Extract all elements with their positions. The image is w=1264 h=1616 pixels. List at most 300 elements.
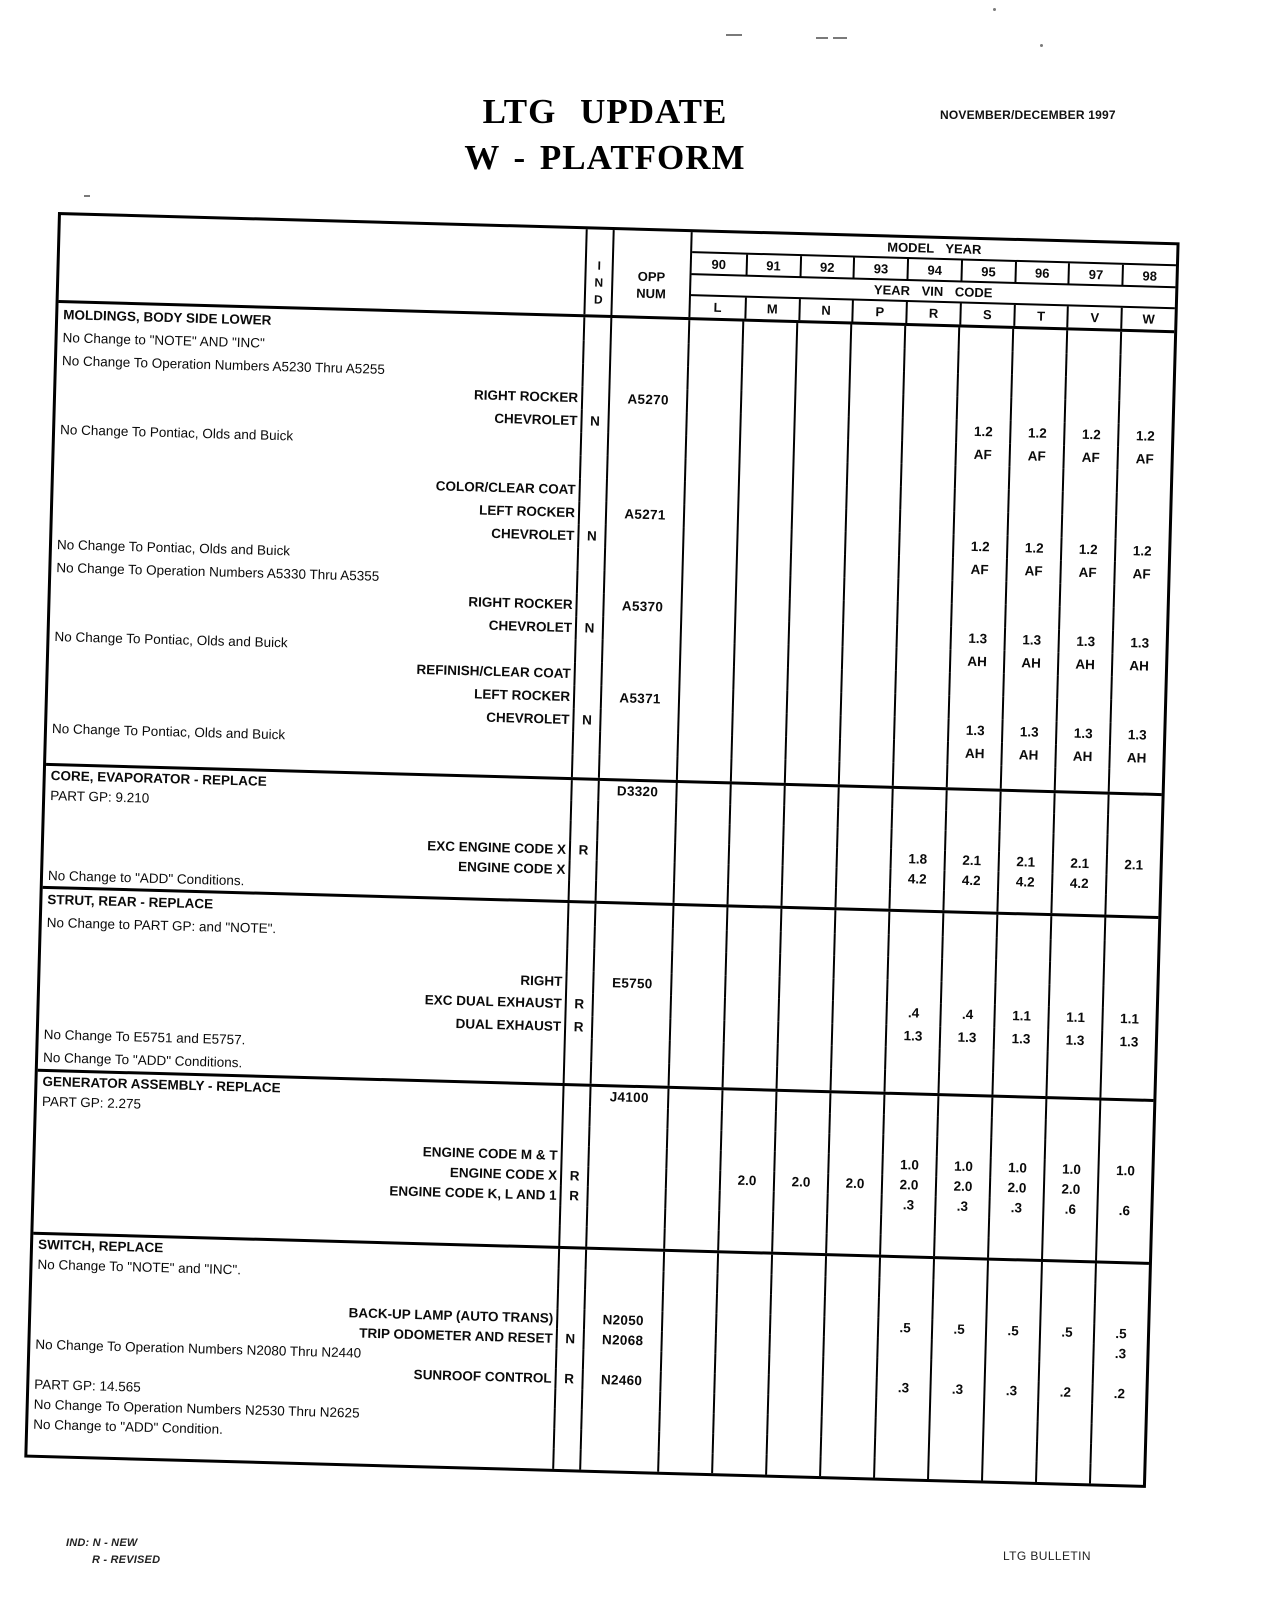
value-cell: 2.1 (998, 852, 1053, 873)
value-cell: AH (1054, 744, 1109, 768)
value-cell (899, 487, 954, 511)
opp-num-cell: D3320 (597, 781, 676, 803)
value-cell (680, 619, 735, 643)
value-cell (882, 1135, 937, 1156)
opp-num-cell (599, 709, 678, 734)
value-cell (845, 485, 900, 509)
value-cell: AF (1116, 447, 1171, 471)
value-cell (725, 930, 780, 954)
value-cell: AF (1062, 445, 1117, 469)
value-cell (660, 1352, 715, 1373)
value-cell (931, 1299, 986, 1320)
value-cell (664, 1189, 719, 1210)
value-cell (725, 952, 780, 976)
ind-cell (554, 1389, 582, 1410)
vin-code-cell: V (1067, 306, 1121, 328)
value-cell (826, 1193, 881, 1214)
value-cell (722, 1065, 777, 1089)
value-cell (790, 530, 845, 554)
ind-cell (566, 948, 594, 971)
ind-cell (553, 1409, 581, 1430)
value-cell (893, 717, 948, 741)
note-text: No Change To Operation Numbers N2530 Thru N2625 (33, 1396, 360, 1421)
operation-label: BACK-UP LAMP (AUTO TRANS) (348, 1305, 554, 1326)
operation-label: ENGINE CODE K, L AND 1 (389, 1183, 557, 1203)
ind-legend-new: IND: N - NEW (66, 1537, 138, 1549)
value-cell (682, 527, 737, 551)
note-text: No Change To Pontiac, Olds and Buick (56, 537, 291, 559)
value-cell (825, 1233, 880, 1254)
value-cell: 1.3 (993, 1027, 1048, 1051)
operation-label: ENGINE CODE X (449, 1164, 558, 1183)
value-cell (794, 392, 849, 416)
value-cell (727, 864, 782, 885)
operation-label: CHEVROLET (494, 410, 578, 429)
value-cell (822, 1356, 877, 1377)
value-cell (883, 1095, 938, 1116)
value-cell: 1.2 (952, 534, 1007, 558)
value-cell (720, 1130, 775, 1151)
value-cell: .3 (875, 1378, 930, 1399)
opp-num-cell (605, 479, 684, 504)
value-cell (891, 789, 946, 810)
value-cell (928, 1419, 983, 1440)
year-header-cell: 93 (853, 258, 907, 280)
opp-num-cell (609, 341, 688, 366)
ind-cell (577, 547, 605, 571)
value-cell (737, 482, 792, 506)
value-cell: .4 (885, 1002, 940, 1026)
value-cell (767, 1395, 822, 1416)
value-cell (715, 1293, 770, 1314)
value-cell: .3 (1092, 1343, 1147, 1364)
value-cell (777, 999, 832, 1023)
value-cell (783, 806, 838, 827)
value-cell (896, 625, 951, 649)
value-cell (847, 439, 902, 463)
value-cell (936, 1136, 991, 1157)
operation-label: LEFT ROCKER (473, 686, 571, 705)
ind-cell (563, 1060, 591, 1083)
opp-num-cell (596, 841, 675, 863)
value-cell (779, 954, 834, 978)
value-cell (668, 1041, 723, 1065)
value-cell (822, 1336, 877, 1357)
ind-cell (563, 1038, 591, 1061)
value-cell (739, 437, 794, 461)
ind-cell (557, 1289, 585, 1310)
value-cell (1039, 1302, 1094, 1323)
value-cell (988, 1218, 1043, 1239)
value-cell (714, 1353, 769, 1374)
vin-code-cell: L (713, 299, 722, 315)
note-text: MOLDINGS, BODY SIDE LOWER (63, 307, 272, 328)
value-cell (772, 1212, 827, 1233)
note-text: PART GP: 9.210 (50, 788, 150, 806)
table-section (33, 1069, 1153, 1262)
value-cell (726, 907, 781, 931)
ind-header-letter: D (593, 292, 603, 307)
note-text: No Change To Pontiac, Olds and Buick (51, 721, 286, 743)
operation-label: COLOR/CLEAR COAT (435, 478, 576, 498)
value-cell: AF (1005, 559, 1060, 583)
value-cell (834, 910, 889, 934)
note-text: No Change To Operation Numbers N2080 Thru N2440 (35, 1336, 362, 1361)
value-cell (995, 960, 1050, 984)
value-cell (660, 1332, 715, 1353)
opp-num-cell: A5270 (608, 387, 687, 412)
value-cell (731, 712, 786, 736)
value-cell: 1.3 (1111, 631, 1166, 655)
value-cell (741, 345, 796, 369)
ind-cell (570, 780, 598, 801)
value-cell (768, 1355, 823, 1376)
value-cell (999, 812, 1054, 833)
value-cell (1065, 353, 1120, 377)
ind-header-letter: I (597, 258, 602, 273)
value-cell: AF (951, 557, 1006, 581)
ind-cell (552, 1449, 580, 1470)
year-header-cell: 90 (711, 256, 727, 273)
value-cell (669, 996, 724, 1020)
value-cell (948, 672, 1003, 696)
note-text: PART GP: 2.275 (41, 1093, 142, 1112)
value-cell (928, 1439, 983, 1460)
ind-cell (583, 317, 611, 341)
value-cell (1120, 332, 1175, 356)
value-cell (665, 1169, 720, 1190)
value-cell (1048, 984, 1103, 1008)
ind-cell (568, 880, 596, 901)
value-cell (940, 981, 995, 1005)
value-cell (1110, 677, 1165, 701)
value-cell (792, 461, 847, 485)
value-cell (680, 596, 735, 620)
value-cell (954, 465, 1009, 489)
value-cell (1098, 1120, 1153, 1141)
ind-cell: N (577, 524, 605, 548)
note-text: CORE, EVAPORATOR - REPLACE (50, 768, 267, 789)
value-cell (1010, 398, 1065, 422)
value-cell (664, 1209, 719, 1230)
value-cell (776, 1044, 831, 1068)
ltg-update-table (24, 212, 1179, 1488)
opp-num-cell (582, 1350, 661, 1372)
value-cell (942, 913, 997, 937)
value-cell: .2 (1037, 1382, 1092, 1403)
year-header-cell: 97 (1068, 263, 1122, 285)
value-cell (766, 1435, 821, 1456)
ind-cell (575, 593, 603, 617)
value-cell (828, 1133, 883, 1154)
value-cell (990, 1118, 1045, 1139)
opp-num-cell (595, 861, 674, 883)
value-cell (998, 832, 1053, 853)
value-cell (1059, 583, 1114, 607)
value-cell (676, 734, 731, 758)
value-cell (674, 823, 729, 844)
opp-num-cell (580, 1430, 659, 1452)
value-cell (1090, 1443, 1145, 1464)
value-cell: 1.3 (885, 1024, 940, 1048)
value-cell: .3 (983, 1380, 1038, 1401)
value-cell (791, 507, 846, 531)
value-cell (1045, 1074, 1100, 1098)
value-cell (957, 350, 1012, 374)
value-cell: AH (1057, 652, 1112, 676)
value-cell (777, 1021, 832, 1045)
value-cell: .6 (1042, 1199, 1097, 1220)
opp-num-cell (608, 364, 687, 389)
opp-num-cell (587, 1147, 666, 1169)
value-cell: 1.8 (890, 849, 945, 870)
value-cell (937, 1096, 992, 1117)
value-cell (886, 979, 941, 1003)
vin-code-cell: P (852, 301, 906, 323)
value-cell (948, 695, 1003, 719)
ind-cell (553, 1429, 581, 1450)
value-cell (1113, 585, 1168, 609)
value-cell (780, 886, 835, 907)
value-cell: 1.3 (949, 626, 1004, 650)
value-cell (719, 1150, 774, 1171)
value-cell (983, 1400, 1038, 1421)
header-opp-num-column (610, 230, 690, 317)
value-cell (1007, 513, 1062, 537)
value-cell: 1.0 (935, 1156, 990, 1177)
value-cell: 4.2 (889, 869, 944, 890)
ind-cell: R (564, 1015, 592, 1038)
ind-cell: N (555, 1329, 583, 1350)
opp-num-cell: N2068 (582, 1330, 661, 1352)
model-year-label: MODEL YEAR (692, 232, 1176, 266)
value-cell (1094, 1263, 1149, 1284)
value-cell (837, 807, 892, 828)
value-cell (843, 577, 898, 601)
value-cell (788, 622, 843, 646)
value-cell (874, 1418, 929, 1439)
value-cell (768, 1335, 823, 1356)
value-cell (843, 554, 898, 578)
value-cell: .5 (931, 1319, 986, 1340)
value-cell: 1.3 (1055, 721, 1110, 745)
value-cell: 4.2 (997, 872, 1052, 893)
value-cell (688, 320, 743, 344)
value-cell (1115, 493, 1170, 517)
value-cell (1010, 375, 1065, 399)
year-header-cell: 96 (1014, 262, 1068, 284)
year-header-cell: 91 (745, 255, 799, 277)
value-cell (1002, 697, 1057, 721)
operation-label: ENGINE CODE X (457, 859, 566, 877)
opp-num-cell (588, 1127, 667, 1149)
ind-cell (574, 639, 602, 663)
value-cell: 1.0 (989, 1158, 1044, 1179)
value-cell (956, 373, 1011, 397)
value-cell (884, 1047, 939, 1071)
value-cell (1089, 1463, 1144, 1484)
operation-label: REFINISH/CLEAR COAT (416, 661, 571, 682)
value-cell (990, 1138, 1045, 1159)
operation-label: EXC DUAL EXHAUST (424, 992, 562, 1011)
value-cell (729, 804, 784, 825)
opp-num-cell (599, 732, 678, 757)
value-cell (658, 1432, 713, 1453)
operation-label: RIGHT (520, 972, 563, 989)
value-cell (685, 435, 740, 459)
value-cell (982, 1420, 1037, 1441)
value-cell (1066, 330, 1121, 354)
operation-label: RIGHT ROCKER (468, 594, 573, 613)
value-cell (739, 414, 794, 438)
value-cell (1041, 1239, 1096, 1260)
value-cell (981, 1460, 1036, 1481)
value-cell (1095, 1240, 1150, 1261)
value-cell (713, 1373, 768, 1394)
value-cell: 2.0 (989, 1178, 1044, 1199)
value-cell (784, 737, 839, 761)
opp-num-cell: E5750 (592, 971, 671, 996)
value-cell (831, 1000, 886, 1024)
value-cell (1008, 467, 1063, 491)
value-cell (782, 826, 837, 847)
value-cell (944, 830, 999, 851)
value-cell (1104, 895, 1159, 916)
value-cell (765, 1455, 820, 1476)
value-cell (1048, 961, 1103, 985)
value-cell (1107, 815, 1162, 836)
vin-code-cell: M (744, 298, 798, 320)
value-cell: .5 (877, 1318, 932, 1339)
value-cell (823, 1296, 878, 1317)
value-cell (714, 1333, 769, 1354)
opp-num-cell (590, 1061, 669, 1086)
value-cell (740, 391, 795, 415)
value-cell (901, 418, 956, 442)
operation-label: CHEVROLET (490, 525, 575, 544)
value-cell (787, 645, 842, 669)
value-cell (841, 646, 896, 670)
value-cell (840, 692, 895, 716)
ind-cell: R (560, 1166, 588, 1187)
value-cell (1099, 1075, 1154, 1099)
value-cell: AH (1000, 743, 1055, 767)
opp-num-cell (595, 881, 674, 903)
value-cell (874, 1438, 929, 1459)
ind-cell (581, 386, 609, 410)
value-cell (1116, 470, 1171, 494)
value-cell (1115, 516, 1170, 540)
value-cell (992, 1050, 1047, 1074)
value-cell (888, 912, 943, 936)
value-cell (891, 809, 946, 830)
value-cell (1005, 582, 1060, 606)
value-cell (773, 1152, 828, 1173)
value-cell: 1.0 (1043, 1159, 1098, 1180)
opp-num-cell (601, 640, 680, 665)
value-cell (842, 600, 897, 624)
value-cell (900, 464, 955, 488)
year-header-cell: 94 (907, 259, 961, 281)
value-cell (840, 669, 895, 693)
value-cell (795, 346, 850, 370)
value-cell: 2.0 (827, 1173, 882, 1194)
value-cell: 1.2 (1006, 536, 1061, 560)
value-cell: .3 (880, 1195, 935, 1216)
operation-label: EXC ENGINE CODE X (427, 838, 567, 857)
value-cell (665, 1149, 720, 1170)
value-cell (711, 1453, 766, 1474)
value-cell (842, 623, 897, 647)
value-cell: AH (1003, 651, 1058, 675)
value-cell (1012, 329, 1067, 353)
value-cell (846, 462, 901, 486)
value-cell (995, 937, 1050, 961)
value-cell (820, 1416, 875, 1437)
value-cell (782, 846, 837, 867)
value-cell (718, 1210, 773, 1231)
value-cell (686, 366, 741, 390)
value-cell (1099, 1100, 1154, 1121)
scan-artifact (816, 37, 828, 39)
value-cell (683, 481, 738, 505)
note-text: No Change To Pontiac, Olds and Buick (54, 629, 288, 651)
opp-num-cell (586, 1187, 665, 1209)
value-cell (887, 957, 942, 981)
value-cell (686, 389, 741, 413)
note-text: No Change To Operation Numbers A5330 Thru A5355 (56, 560, 380, 584)
operation-label: LEFT ROCKER (478, 502, 576, 521)
ind-cell: R (564, 993, 592, 1016)
value-cell (771, 1255, 826, 1276)
value-cell (897, 556, 952, 580)
value-cell (894, 694, 949, 718)
value-cell (674, 843, 729, 864)
ind-cell (561, 1126, 589, 1147)
ind-cell (566, 926, 594, 949)
opp-num-cell (584, 1290, 663, 1312)
note-text: No Change to "ADD" Conditions. (47, 867, 245, 889)
value-cell (848, 370, 903, 394)
value-cell (784, 760, 839, 784)
value-cell (838, 761, 893, 785)
value-cell (1040, 1262, 1095, 1283)
opp-num-cell (606, 456, 685, 481)
value-cell (884, 1069, 939, 1093)
value-cell (771, 1232, 826, 1253)
value-cell (829, 1093, 884, 1114)
value-cell (950, 603, 1005, 627)
value-cell (1045, 1099, 1100, 1120)
value-cell (830, 1045, 885, 1069)
value-cell (730, 735, 785, 759)
value-cell (724, 975, 779, 999)
value-cell (942, 890, 997, 911)
value-cell (836, 827, 891, 848)
value-cell: 1.2 (1114, 539, 1169, 563)
value-cell (681, 573, 736, 597)
value-cell: 2.0 (881, 1175, 936, 1196)
value-cell (835, 867, 890, 888)
value-cell (821, 1376, 876, 1397)
value-cell (892, 763, 947, 787)
opp-num-cell (590, 1039, 669, 1064)
opp-num-cell: A5370 (602, 594, 681, 619)
value-cell (1053, 793, 1108, 814)
value-cell (1062, 468, 1117, 492)
header-ind-column (583, 229, 612, 315)
year-header-cell: 95 (960, 260, 1014, 282)
